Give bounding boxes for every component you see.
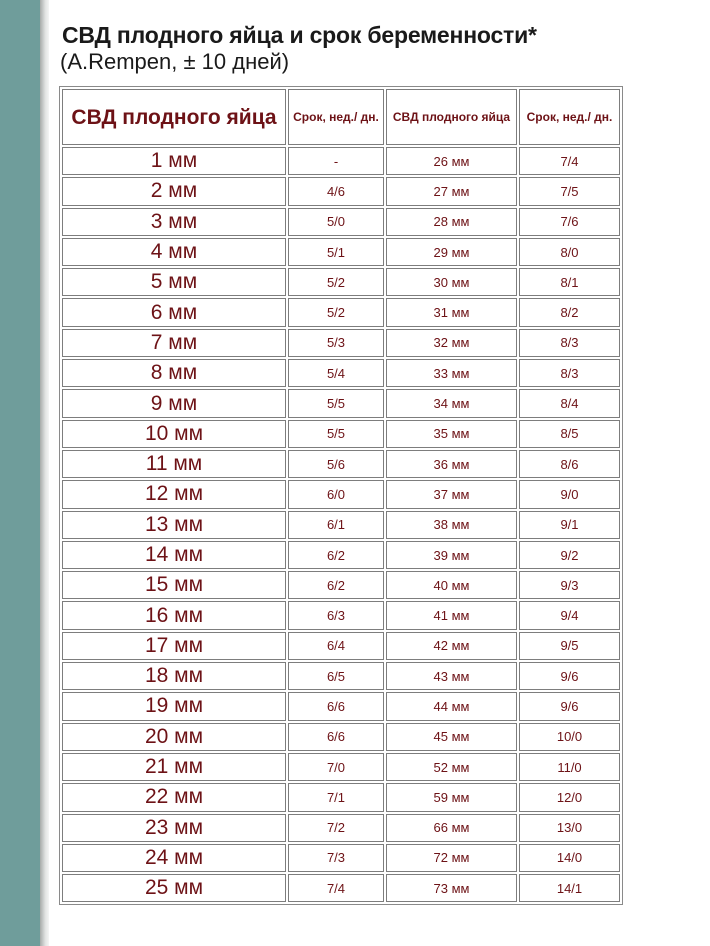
sac-size-cell: 66 мм bbox=[386, 814, 517, 842]
term-cell: 8/6 bbox=[519, 450, 620, 478]
sac-size-cell: 33 мм bbox=[386, 359, 517, 387]
term-cell: 9/0 bbox=[519, 480, 620, 508]
term-cell: - bbox=[288, 147, 384, 175]
document-title: СВД плодного яйца и срок беременности* bbox=[62, 22, 537, 48]
header-sac-size-1: СВД плодного яйца bbox=[62, 89, 286, 145]
sac-size-cell: 72 мм bbox=[386, 844, 517, 872]
sac-size-cell: 26 мм bbox=[386, 147, 517, 175]
term-cell: 7/3 bbox=[288, 844, 384, 872]
sac-size-cell: 34 мм bbox=[386, 389, 517, 417]
table-row bbox=[62, 783, 620, 811]
table-row bbox=[62, 662, 620, 690]
term-cell: 6/2 bbox=[288, 541, 384, 569]
term-cell: 5/3 bbox=[288, 329, 384, 357]
sac-size-cell: 14 мм bbox=[62, 541, 286, 569]
table-row bbox=[62, 511, 620, 539]
sac-size-cell: 1 мм bbox=[62, 147, 286, 175]
table-row bbox=[62, 692, 620, 720]
sac-size-cell: 7 мм bbox=[62, 329, 286, 357]
term-cell: 5/2 bbox=[288, 268, 384, 296]
sac-size-cell: 38 мм bbox=[386, 511, 517, 539]
term-cell: 6/3 bbox=[288, 601, 384, 629]
sac-size-cell: 73 мм bbox=[386, 874, 517, 902]
sac-size-cell: 32 мм bbox=[386, 329, 517, 357]
table-row bbox=[62, 298, 620, 326]
term-cell: 7/5 bbox=[519, 177, 620, 205]
table-row bbox=[62, 480, 620, 508]
term-cell: 5/5 bbox=[288, 389, 384, 417]
sac-size-cell: 19 мм bbox=[62, 692, 286, 720]
sac-size-cell: 23 мм bbox=[62, 814, 286, 842]
term-cell: 8/2 bbox=[519, 298, 620, 326]
sac-size-cell: 29 мм bbox=[386, 238, 517, 266]
term-cell: 6/2 bbox=[288, 571, 384, 599]
sac-size-cell: 44 мм bbox=[386, 692, 517, 720]
sac-size-cell: 37 мм bbox=[386, 480, 517, 508]
term-cell: 6/6 bbox=[288, 723, 384, 751]
table-row bbox=[62, 814, 620, 842]
sac-size-cell: 24 мм bbox=[62, 844, 286, 872]
sac-size-cell: 31 мм bbox=[386, 298, 517, 326]
table-row bbox=[62, 571, 620, 599]
term-cell: 9/4 bbox=[519, 601, 620, 629]
sac-size-cell: 2 мм bbox=[62, 177, 286, 205]
document-subtitle: (A.Rempen, ± 10 дней) bbox=[60, 49, 290, 74]
term-cell: 9/5 bbox=[519, 632, 620, 660]
term-cell: 7/4 bbox=[288, 874, 384, 902]
term-cell: 5/0 bbox=[288, 208, 384, 236]
sac-size-cell: 4 мм bbox=[62, 238, 286, 266]
term-cell: 6/5 bbox=[288, 662, 384, 690]
term-cell: 8/5 bbox=[519, 420, 620, 448]
sac-size-cell: 28 мм bbox=[386, 208, 517, 236]
sac-size-cell: 8 мм bbox=[62, 359, 286, 387]
term-cell: 12/0 bbox=[519, 783, 620, 811]
term-cell: 6/0 bbox=[288, 480, 384, 508]
table-row bbox=[62, 601, 620, 629]
term-cell: 7/0 bbox=[288, 753, 384, 781]
sac-size-cell: 15 мм bbox=[62, 571, 286, 599]
term-cell: 5/2 bbox=[288, 298, 384, 326]
term-cell: 9/3 bbox=[519, 571, 620, 599]
term-cell: 9/2 bbox=[519, 541, 620, 569]
sac-size-cell: 39 мм bbox=[386, 541, 517, 569]
sac-size-cell: 35 мм bbox=[386, 420, 517, 448]
sac-size-cell: 5 мм bbox=[62, 268, 286, 296]
sac-size-cell: 11 мм bbox=[62, 450, 286, 478]
term-cell: 10/0 bbox=[519, 723, 620, 751]
term-cell: 8/4 bbox=[519, 389, 620, 417]
sac-size-cell: 59 мм bbox=[386, 783, 517, 811]
term-cell: 6/6 bbox=[288, 692, 384, 720]
term-cell: 8/0 bbox=[519, 238, 620, 266]
table-row bbox=[62, 177, 620, 205]
table-row bbox=[62, 208, 620, 236]
table-row bbox=[62, 329, 620, 357]
sac-size-cell: 40 мм bbox=[386, 571, 517, 599]
sac-size-cell: 13 мм bbox=[62, 511, 286, 539]
side-shadow bbox=[40, 0, 49, 946]
table-row bbox=[62, 359, 620, 387]
term-cell: 6/4 bbox=[288, 632, 384, 660]
sac-size-cell: 41 мм bbox=[386, 601, 517, 629]
term-cell: 5/1 bbox=[288, 238, 384, 266]
sac-size-cell: 6 мм bbox=[62, 298, 286, 326]
table-row bbox=[62, 632, 620, 660]
term-cell: 6/1 bbox=[288, 511, 384, 539]
table-row bbox=[62, 389, 620, 417]
table-row bbox=[62, 753, 620, 781]
sac-size-cell: 43 мм bbox=[386, 662, 517, 690]
sac-size-cell: 16 мм bbox=[62, 601, 286, 629]
sac-size-cell: 20 мм bbox=[62, 723, 286, 751]
term-cell: 8/3 bbox=[519, 329, 620, 357]
table-row bbox=[62, 238, 620, 266]
table-row bbox=[62, 541, 620, 569]
table-row bbox=[62, 874, 620, 902]
header-sac-size-2: СВД плодного яйца bbox=[386, 89, 517, 145]
table-row bbox=[62, 723, 620, 751]
term-cell: 9/1 bbox=[519, 511, 620, 539]
sac-size-cell: 42 мм bbox=[386, 632, 517, 660]
table-row bbox=[62, 844, 620, 872]
term-cell: 11/0 bbox=[519, 753, 620, 781]
term-cell: 5/6 bbox=[288, 450, 384, 478]
sac-size-cell: 18 мм bbox=[62, 662, 286, 690]
sac-size-cell: 30 мм bbox=[386, 268, 517, 296]
term-cell: 7/2 bbox=[288, 814, 384, 842]
sac-size-cell: 25 мм bbox=[62, 874, 286, 902]
sac-size-cell: 27 мм bbox=[386, 177, 517, 205]
sac-size-cell: 52 мм bbox=[386, 753, 517, 781]
term-cell: 9/6 bbox=[519, 662, 620, 690]
sac-size-cell: 9 мм bbox=[62, 389, 286, 417]
table-row bbox=[62, 450, 620, 478]
gestational-sac-table bbox=[59, 86, 623, 905]
side-strip bbox=[0, 0, 40, 946]
table-row bbox=[62, 268, 620, 296]
header-term-1: Срок, нед./ дн. bbox=[288, 89, 384, 145]
sac-size-cell: 12 мм bbox=[62, 480, 286, 508]
term-cell: 13/0 bbox=[519, 814, 620, 842]
term-cell: 14/0 bbox=[519, 844, 620, 872]
term-cell: 14/1 bbox=[519, 874, 620, 902]
term-cell: 7/1 bbox=[288, 783, 384, 811]
term-cell: 9/6 bbox=[519, 692, 620, 720]
table-body bbox=[62, 147, 620, 902]
sac-size-cell: 17 мм bbox=[62, 632, 286, 660]
table-row bbox=[62, 420, 620, 448]
term-cell: 7/6 bbox=[519, 208, 620, 236]
sac-size-cell: 21 мм bbox=[62, 753, 286, 781]
sac-size-cell: 45 мм bbox=[386, 723, 517, 751]
header-term-2: Срок, нед./ дн. bbox=[519, 89, 620, 145]
sac-size-cell: 36 мм bbox=[386, 450, 517, 478]
sac-size-cell: 3 мм bbox=[62, 208, 286, 236]
sac-size-cell: 22 мм bbox=[62, 783, 286, 811]
term-cell: 4/6 bbox=[288, 177, 384, 205]
term-cell: 5/5 bbox=[288, 420, 384, 448]
term-cell: 7/4 bbox=[519, 147, 620, 175]
sac-size-cell: 10 мм bbox=[62, 420, 286, 448]
term-cell: 8/3 bbox=[519, 359, 620, 387]
table-header-row bbox=[62, 89, 620, 145]
table-row bbox=[62, 147, 620, 175]
term-cell: 8/1 bbox=[519, 268, 620, 296]
term-cell: 5/4 bbox=[288, 359, 384, 387]
